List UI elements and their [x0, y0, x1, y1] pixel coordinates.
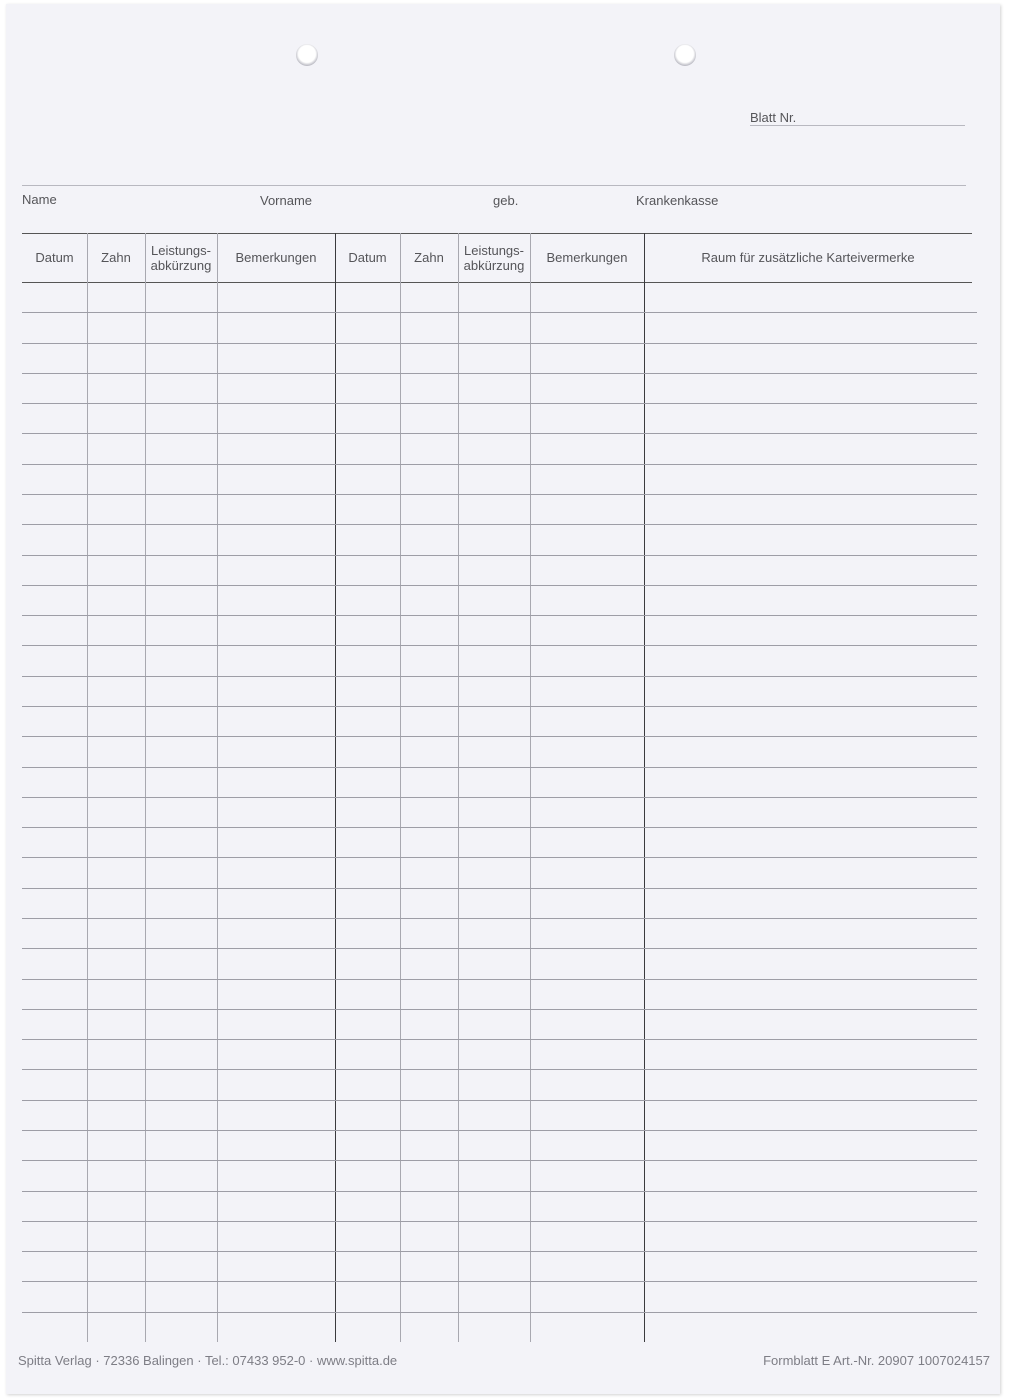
table-row[interactable]	[22, 1281, 977, 1282]
col-divider	[530, 233, 531, 1342]
col-header-datum-1: Datum	[35, 250, 74, 265]
table-row[interactable]	[22, 918, 977, 919]
table-row[interactable]	[22, 1191, 977, 1192]
col-divider	[458, 233, 459, 1342]
table-row[interactable]	[22, 706, 977, 707]
treatment-table	[22, 233, 988, 1342]
col-header-karteivermerke: Raum für zusätzliche Karteivermerke	[701, 250, 915, 265]
table-row[interactable]	[22, 979, 977, 980]
table-row[interactable]	[22, 1160, 977, 1161]
table-row[interactable]	[22, 1069, 977, 1070]
name-label: Name	[22, 192, 57, 207]
krankenkasse-label: Krankenkasse	[636, 193, 719, 208]
table-header-rule	[22, 282, 972, 283]
col-header-datum-2: Datum	[348, 250, 387, 265]
table-row[interactable]	[22, 312, 977, 313]
table-row[interactable]	[22, 827, 977, 828]
vorname-label: Vorname	[260, 193, 313, 208]
col-header-zahn-2: Zahn	[414, 250, 444, 265]
geb-label: geb.	[493, 193, 519, 208]
col-header-zahn-1: Zahn	[101, 250, 131, 265]
table-row[interactable]	[22, 524, 977, 525]
col-divider-main	[644, 233, 645, 1342]
form-article-number: Formblatt E Art.-Nr. 20907 1007024157	[763, 1353, 990, 1368]
table-row[interactable]	[22, 585, 977, 586]
table-row[interactable]	[22, 645, 977, 646]
table-row[interactable]	[22, 1100, 977, 1101]
table-row[interactable]	[22, 464, 977, 465]
table-row[interactable]	[22, 736, 977, 737]
col-header-bemerkungen-1: Bemerkungen	[235, 250, 317, 265]
punch-hole-left	[296, 44, 318, 66]
table-row[interactable]	[22, 615, 977, 616]
table-row[interactable]	[22, 494, 977, 495]
patient-info-line[interactable]	[22, 185, 966, 186]
publisher-info: Spitta Verlag · 72336 Balingen · Tel.: 07433 952-0 · www.spitta.de	[18, 1353, 398, 1368]
table-row[interactable]	[22, 948, 977, 949]
col-header-bemerkungen-2: Bemerkungen	[546, 250, 628, 265]
table-row[interactable]	[22, 767, 977, 768]
col-header-leistung-2: Leistungs- abkürzung	[463, 242, 525, 273]
table-row[interactable]	[22, 1221, 977, 1222]
table-row[interactable]	[22, 1039, 977, 1040]
col-divider	[87, 233, 88, 1342]
table-row[interactable]	[22, 343, 977, 344]
table-row[interactable]	[22, 403, 977, 404]
table-row[interactable]	[22, 1251, 977, 1252]
table-row[interactable]	[22, 1130, 977, 1131]
col-divider	[145, 233, 146, 1342]
sheet-number-field[interactable]	[750, 125, 965, 126]
table-row[interactable]	[22, 433, 977, 434]
col-header-leistung-1: Leistungs- abkürzung	[150, 242, 212, 273]
table-row[interactable]	[22, 555, 977, 556]
table-row[interactable]	[22, 797, 977, 798]
table-row[interactable]	[22, 373, 977, 374]
table-row[interactable]	[22, 676, 977, 677]
col-divider	[217, 233, 218, 1342]
table-row[interactable]	[22, 857, 977, 858]
punch-hole-right	[674, 44, 696, 66]
table-row[interactable]	[22, 1312, 977, 1313]
table-row[interactable]	[22, 888, 977, 889]
col-divider-main	[335, 233, 336, 1342]
sheet-number-label: Blatt Nr.	[750, 110, 797, 125]
table-row[interactable]	[22, 1009, 977, 1010]
form-sheet	[6, 4, 1000, 1394]
col-divider	[400, 233, 401, 1342]
